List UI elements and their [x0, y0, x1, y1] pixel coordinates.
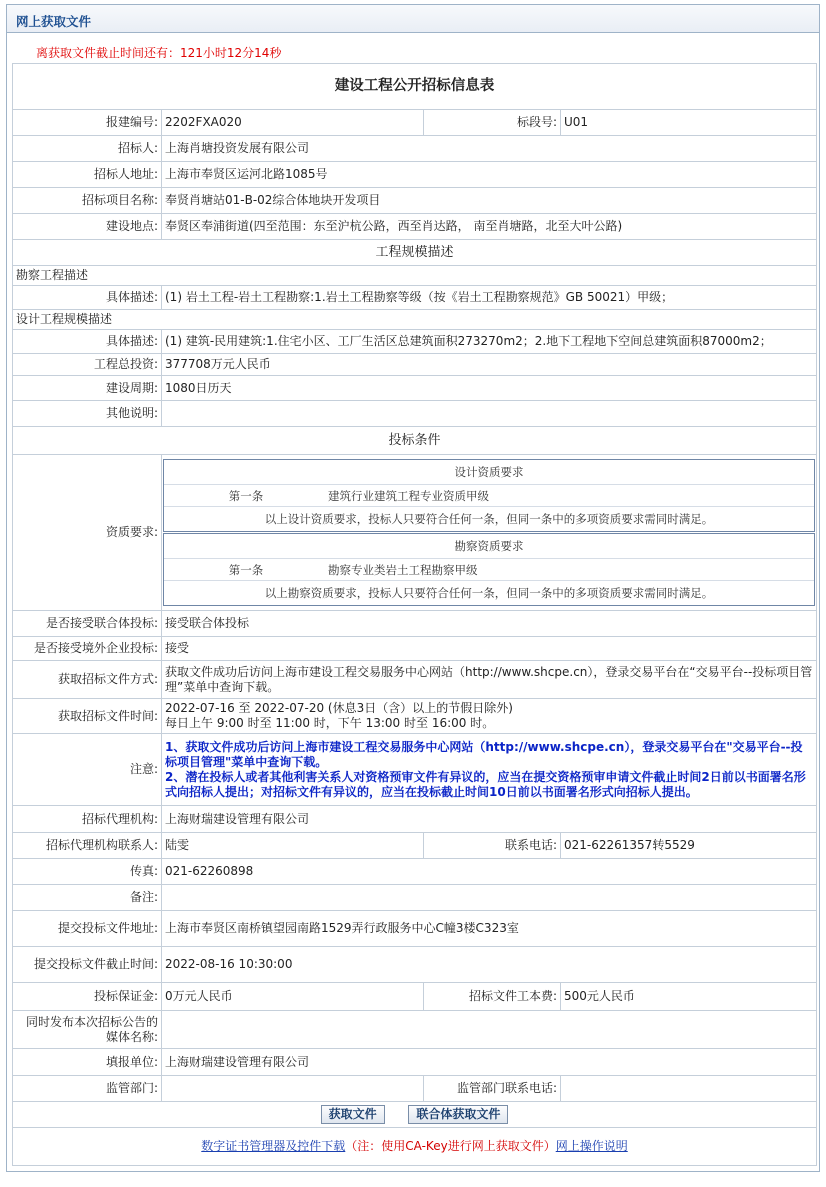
deadline-label: 提交投标文件截止时间:	[13, 947, 162, 983]
design-qual-box	[163, 459, 815, 532]
other-label: 其他说明:	[13, 401, 162, 427]
deposit-label: 投标保证金:	[13, 983, 162, 1011]
submit-addr: 上海市奉贤区南桥镇望园南路1529弄行政服务中心C幢3楼C323室	[162, 911, 817, 947]
section-no-label: 标段号:	[424, 110, 561, 136]
supervisor-label: 监管部门:	[13, 1076, 162, 1102]
period-label: 建设周期:	[13, 376, 162, 401]
countdown-text: 离获取文件截止时间还有：121小时12分14秒	[36, 46, 282, 60]
tenderer: 上海肖塘投资发展有限公司	[162, 136, 817, 162]
design-qual-item	[164, 484, 814, 507]
survey-desc-label: 具体描述:	[13, 286, 162, 310]
survey-section-title: 勘察工程描述	[13, 266, 817, 286]
cert-download-link[interactable]: 数字证书管理器及控件下载	[201, 1139, 346, 1153]
media-label: 同时发布本次招标公告的媒体名称:	[13, 1011, 162, 1049]
time-label: 获取招标文件时间:	[13, 699, 162, 734]
deadline: 2022-08-16 10:30:00	[162, 947, 817, 983]
time-line-1: 2022-07-16 至 2022-07-20 (休息3日（含）以上的节假日除外)	[165, 701, 513, 715]
form-title: 建设工程公开招标信息表	[13, 64, 817, 110]
survey-qual-item-key: 第一条	[228, 563, 264, 577]
period: 1080日历天	[162, 376, 817, 401]
tenderer-label: 招标人:	[13, 136, 162, 162]
time-value	[162, 699, 817, 734]
project-no: 2202FXA020	[162, 110, 424, 136]
investment-label: 工程总投资:	[13, 354, 162, 376]
foreign-label: 是否接受境外企业投标:	[13, 637, 162, 661]
panel-title: 网上获取文件	[7, 5, 819, 33]
design-qual-item-key: 第一条	[228, 489, 264, 503]
design-desc: (1) 建筑-民用建筑:1.住宅小区、工厂生活区总建筑面积273270m2；2.地下工程地下空间总建筑面积87000m2；	[162, 330, 817, 354]
design-desc-label: 具体描述:	[13, 330, 162, 354]
button-row	[13, 1102, 817, 1128]
project-name-label: 招标项目名称:	[13, 188, 162, 214]
phone-label: 联系电话:	[424, 833, 561, 859]
joint-value: 接受联合体投标	[162, 611, 817, 637]
filler-label: 填报单位:	[13, 1049, 162, 1076]
bid-section-title: 投标条件	[13, 427, 817, 455]
project-name: 奉贤肖塘站01-B-02综合体地块开发项目	[162, 188, 817, 214]
survey-qual-box	[163, 533, 815, 606]
survey-qual-item-value: 勘察专业类岩土工程勘察甲级	[328, 563, 478, 577]
supervisor-phone-label: 监管部门联系电话:	[424, 1076, 561, 1102]
project-no-label: 报建编号:	[13, 110, 162, 136]
footer-note: （注：使用CA-Key进行网上获取文件）	[345, 1139, 556, 1153]
agent-label: 招标代理机构:	[13, 806, 162, 833]
design-qual-title: 设计资质要求	[454, 465, 524, 479]
panel	[6, 4, 820, 1172]
survey-desc: (1) 岩土工程-岩土工程勘察:1.岩土工程勘察等级（按《岩土工程勘察规范》GB 50021）甲级；	[162, 286, 817, 310]
doc-fee-label: 招标文件工本费:	[424, 983, 561, 1011]
tenderer-addr-label: 招标人地址:	[13, 162, 162, 188]
supervisor	[162, 1076, 424, 1102]
tender-info-table	[12, 63, 817, 1166]
submit-addr-label: 提交投标文件地址:	[13, 911, 162, 947]
supervisor-phone	[561, 1076, 817, 1102]
survey-qual-footer: 以上勘察资质要求，投标人只要符合任何一条，但同一条中的多项资质要求需同时满足。	[264, 586, 714, 600]
fax-label: 传真:	[13, 859, 162, 885]
help-link[interactable]: 网上操作说明	[555, 1139, 628, 1153]
footer-row	[13, 1128, 817, 1166]
section-no: U01	[561, 110, 817, 136]
tenderer-addr: 上海市奉贤区运河北路1085号	[162, 162, 817, 188]
time-line-2: 每日上午 9:00 时至 11:00 时，下午 13:00 时至 16:00 时。	[165, 716, 495, 730]
investment: 377708万元人民币	[162, 354, 817, 376]
joint-get-file-button[interactable]: 联合体获取文件	[408, 1105, 508, 1124]
scale-section-title: 工程规模描述	[13, 240, 817, 266]
agent: 上海财瑞建设管理有限公司	[162, 806, 817, 833]
deposit: 0万元人民币	[162, 983, 424, 1011]
contact: 陆雯	[162, 833, 424, 859]
get-file-button[interactable]: 获取文件	[321, 1105, 385, 1124]
remark	[162, 885, 817, 911]
joint-label: 是否接受联合体投标:	[13, 611, 162, 637]
notice-label: 注意:	[13, 734, 162, 806]
design-qual-footer: 以上设计资质要求，投标人只要符合任何一条，但同一条中的多项资质要求需同时满足。	[264, 512, 714, 526]
foreign-value: 接受	[162, 637, 817, 661]
filler: 上海财瑞建设管理有限公司	[162, 1049, 817, 1076]
method-value: 获取文件成功后访问上海市建设工程交易服务中心网站（http://www.shcpe.cn），登录交易平台在“交易平台--投标项目管理”菜单中查询下载。	[162, 661, 817, 699]
method-label: 获取招标文件方式:	[13, 661, 162, 699]
survey-qual-item	[164, 558, 814, 581]
notice-2: 2、潜在投标人或者其他利害关系人对资格预审文件有异议的，应当在提交资格预审申请文件截止时间2日前以书面署名形式向招标人提出；对招标文件有异议的，应当在投标截止时间10日前以书面署名形式向招标人提出。	[165, 769, 806, 799]
fax: 021-62260898	[162, 859, 817, 885]
contact-label: 招标代理机构联系人:	[13, 833, 162, 859]
phone: 021-62261357转5529	[561, 833, 817, 859]
notice-text	[162, 734, 817, 806]
design-qual-item-value: 建筑行业建筑工程专业资质甲级	[328, 489, 489, 503]
other-value	[162, 401, 817, 427]
design-section-title: 设计工程规模描述	[13, 310, 817, 330]
media	[162, 1011, 817, 1049]
survey-qual-title: 勘察资质要求	[454, 539, 524, 553]
site-label: 建设地点:	[13, 214, 162, 240]
site: 奉贤区奉浦街道(四至范围：东至沪杭公路，西至肖达路， 南至肖塘路，北至大叶公路)	[162, 214, 817, 240]
doc-fee: 500元人民币	[561, 983, 817, 1011]
qual-container	[162, 455, 817, 611]
remark-label: 备注:	[13, 885, 162, 911]
qual-label: 资质要求:	[13, 455, 162, 611]
notice-1: 1、获取文件成功后访问上海市建设工程交易服务中心网站（http://www.shcpe.cn），登录交易平台在"交易平台--投标项目管理"菜单中查询下载。	[165, 739, 803, 769]
